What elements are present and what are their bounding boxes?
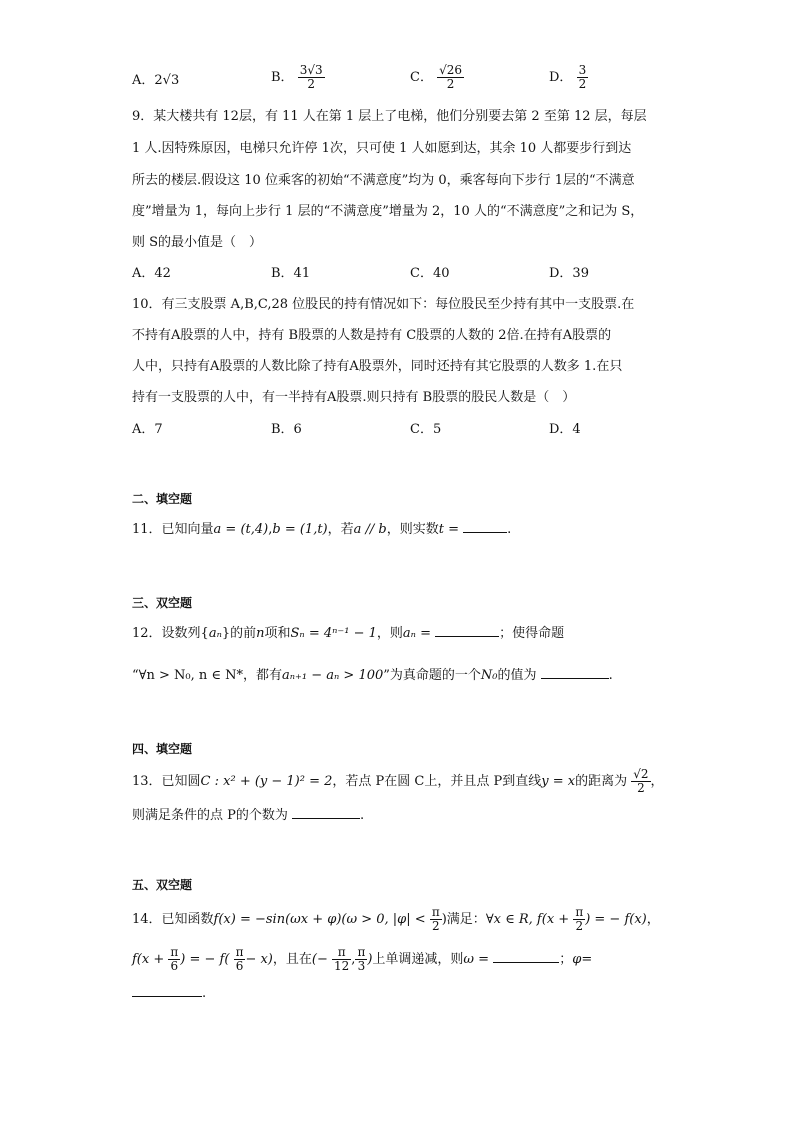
q10-line-4: 持有一支股票的人中，有一半持有A股票.则只持有 B股票的股民人数是（ ） — [132, 390, 576, 405]
q12-answer-blank-2[interactable] — [541, 666, 609, 679]
q9-line-5: 则 S的最小值是（ ） — [132, 235, 263, 250]
q10-option-d[interactable]: D．4 — [549, 422, 581, 437]
fraction: $\frac{\pi}{2}$ — [431, 905, 440, 933]
fraction: $\frac{3}{2}$ — [578, 63, 587, 91]
q10-line-3: 人中，只持有A股票的人数比除了持有A股票外，同时还持有其它股票的人数多 1.在只 — [132, 359, 623, 374]
q14-answer-blank-1[interactable] — [493, 950, 559, 963]
q12-answer-blank-1[interactable] — [435, 624, 499, 637]
section-heading-4: 四、填空题 — [132, 742, 193, 756]
fraction: $\frac{3√3}{2}$ — [299, 63, 323, 91]
option-c-prev[interactable]: C． $\frac{√26}{2}$ — [410, 63, 463, 91]
option-b-prev[interactable]: B． $\frac{3√3}{2}$ — [271, 63, 323, 91]
q13-answer-blank[interactable] — [292, 806, 360, 819]
q10-option-b[interactable]: B．6 — [271, 422, 302, 437]
q9-option-b[interactable]: B．41 — [271, 266, 311, 281]
q10-option-a[interactable]: A．7 — [132, 422, 163, 437]
fraction: $\frac{\pi}{3}$ — [357, 945, 366, 973]
q9-option-a[interactable]: A．42 — [132, 266, 171, 281]
fraction: $\frac{\pi}{6}$ — [235, 945, 244, 973]
q14-answer-blank-2[interactable] — [132, 984, 202, 997]
q11-line: 11．已知向量a = (t,4),b = (1,t)，若a // b，则实数t = . — [132, 522, 512, 537]
fraction: $\frac{\pi}{2}$ — [575, 905, 584, 933]
q12-line-1: 12．设数列{aₙ}的前n项和Sₙ = 4ⁿ⁻¹ − 1，则aₙ = ；使得命题 — [132, 626, 565, 641]
q9-line-4: 度”增量为 1，每向上步行 1 层的“不满意度”增量为 2，10 人的“不满意度”之和记为 S， — [132, 204, 644, 219]
fraction: $\frac{\pi}{12}$ — [334, 945, 350, 973]
q9-line-2: 1 人.因特殊原因，电梯只允许停 1次，只可使 1 人如愿到达，其余 10 人都要步行到达 — [132, 141, 632, 156]
q13-line-2: 则满足条件的点 P的个数为 . — [132, 808, 365, 823]
q13-line-1: 13．已知圆C : x² + (y − 1)² = 2，若点 P在圆 C上，并且点 P到直线y = x的距离为 $\frac{√2}{2}$ ， — [132, 767, 664, 795]
fraction: $\frac{√26}{2}$ — [439, 63, 463, 91]
q10-option-c[interactable]: C．5 — [410, 422, 442, 437]
q10-line-2: 不持有A股票的人中，持有 B股票的人数是持有 C股票的人数的 2倍.在持有A股票的 — [132, 328, 612, 343]
section-heading-2: 二、填空题 — [132, 492, 193, 506]
q14-line-3: . — [132, 984, 206, 1003]
section-heading-3: 三、双空题 — [132, 596, 193, 610]
q10-line-1: 10．有三支股票 A,B,C,28 位股民的持有情况如下：每位股民至少持有其中一支股票.在 — [132, 297, 635, 312]
q9-line-3: 所去的楼层.假设这 10 位乘客的初始“不满意度”均为 0，乘客每向下步行 1层的“不满意 — [132, 173, 635, 188]
q12-line-2: “∀n > N₀, n ∈ N*，都有aₙ₊₁ − aₙ > 100”为真命题的一个N₀的值为 . — [132, 668, 613, 683]
q11-answer-blank[interactable] — [463, 520, 507, 533]
section-heading-5: 五、双空题 — [132, 878, 193, 892]
option-a-prev[interactable]: A．2√3 — [132, 73, 180, 88]
option-d-prev[interactable]: D． $\frac{3}{2}$ — [549, 63, 587, 91]
q14-line-2: f(x + $\frac{\pi}{6}$ ) = − f( $\frac{\pi}{6}$ − x)，且在(− $\frac{\pi}{12}$ , $\frac{\pi}{3}$ )上单调递减，则ω = ；φ= — [132, 945, 593, 973]
q9-option-c[interactable]: C．40 — [410, 266, 450, 281]
fraction: $\frac{\pi}{6}$ — [170, 945, 179, 973]
distance-fraction: $\frac{√2}{2}$ — [633, 767, 649, 795]
q14-line-1: 14．已知函数f(x) = −sin(ωx + φ)(ω > 0, |φ| < $\frac{\pi}{2}$ )满足：∀x ∈ R, f(x + $\frac{\pi}{2}$ ) = − f(x)， — [132, 905, 660, 933]
option-a-value: 2√3 — [154, 73, 180, 88]
q9-line-1: 9．某大楼共有 12层，有 11 人在第 1 层上了电梯，他们分别要去第 2 至第 12 层，每层 — [132, 109, 647, 124]
q9-option-d[interactable]: D．39 — [549, 266, 589, 281]
